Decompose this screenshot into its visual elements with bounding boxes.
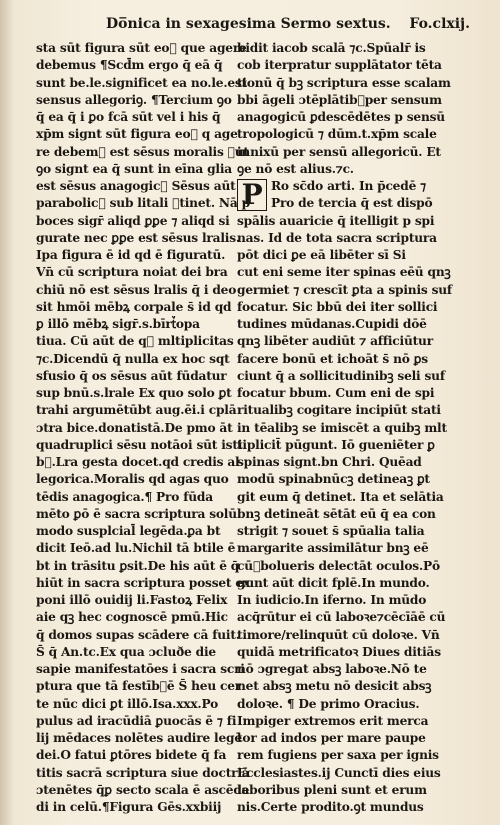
text-line: trahi argumētūbt aug.ēi.i cplā (36, 403, 237, 418)
text-line: net absꝫ metu nō desicit absꝫ (237, 679, 432, 694)
text-line: ptura que tā festīb᷒ē S̄ heu cer (36, 679, 242, 694)
text-line: germiet ⁊ crescīt ꝑta a spinis suf (237, 282, 452, 297)
text-line: aie qꝫ hec cognoscē pmū.Hic (36, 610, 228, 625)
text-line: margarite assimilātur bnꝫ eē (237, 541, 429, 556)
text-line: lij mēdaces nolētes audire legē (36, 731, 242, 745)
text-line: tēdis anagogica.¶ Pro fūda (36, 489, 213, 504)
text-line: cut eni seme iter spinas eēū qnꝫ (237, 265, 451, 280)
text-line: dei.O fatui ꝑtōres bidete q̄ fa (36, 748, 227, 763)
text-line: Ecclesiastes.ij Cunctī dies eius (237, 765, 441, 780)
text-line: poni illō ouidij li.Fastoꝝ Felix (36, 593, 228, 607)
text-line: bt in trāsitu ꝑsit.De his aūt ē q̄ (36, 558, 240, 573)
text-line: modo susplcial̄ legēda.ꝑa bt (36, 524, 221, 538)
text-line: doloꝛe. ¶ De primo Oracius. (237, 696, 420, 711)
text-line: sta sūt figura sūt eo᷑ que agere (36, 41, 247, 55)
right-text-column (237, 40, 459, 816)
text-line: rem fugiens per saxa per ignis (237, 748, 439, 763)
text-line: pōt dici ꝑe eā libēter sī Si (237, 248, 406, 262)
text-line: mēto ꝑō ē sacra scriptura solū (36, 506, 237, 521)
text-line: sit hmōi mēbꝝ corpale s̄ id qd (36, 299, 232, 314)
text-line: sup bnū.s.lrale Ex quo solo ꝑt (36, 386, 232, 400)
text-line: sunt be.le.significet ea no.le.est (36, 75, 248, 90)
text-line: te nūc dici ꝑt illō.Isa.xxx.Po (36, 696, 219, 711)
text-line: nas. Id de tota sacra scriptura (237, 230, 437, 245)
text-line: timore/relinquūt cū doloꝛe. Vn̄ (237, 627, 440, 642)
text-line: b᷒.Lra gesta docet.qd credis al (36, 455, 240, 469)
text-line: facere bonū et ichoāt s̄ nō ꝑs (237, 351, 428, 366)
left-text-column (36, 40, 254, 816)
text-line: tiplicit̄ pūgunt. Iō gueniēter ꝑ (237, 437, 435, 452)
text-line: hiūt in sacra scriptura posset ex (36, 575, 251, 590)
text-line: spālis auaricie q̄ itelligit p spi (237, 213, 435, 228)
text-line: focatur. Sic bbū dei iter sollici (237, 299, 438, 314)
text-line: acq̄rūtur ei cū laboꝛe⁊cēcīāē cū (237, 610, 446, 625)
text-line: q̄ domos supas scādere cā fuit. (36, 627, 240, 642)
text-line: xp̄m signt sūt figura eo᷑ q age (36, 127, 238, 142)
text-line: ɔtenētes q̄ꝑ secto scala ē ascēde (36, 782, 250, 797)
text-line: cob iterpratur supplātator tēta (237, 58, 442, 73)
text-line: parabolic᷒ sub litali ꝯtinet. Nā p (36, 196, 250, 211)
text-line: debemus ¶Scd̄m ergo q̄ eā q̄ (36, 58, 223, 73)
text-line: git eum q̄ detinet. Ita et selātia (237, 489, 444, 504)
text-line: bnꝫ detineāt sētāt eū q̄ ea con (237, 506, 436, 521)
text-line: nō ɔgregat absꝫ laboꝛe.Nō te (237, 662, 427, 676)
text-line: titis sacrā scriptura siue doctriā (36, 765, 250, 780)
text-line: pulus ad iracūdiā ꝑuocās ē ⁊ fi (36, 713, 237, 728)
text-line: ꝯe nō est alius.⁊c. (237, 161, 354, 176)
text-line: qnꝫ libēter audiūt ⁊ afficiūtur (237, 334, 433, 349)
text-line: est sēsus anagogic᷒ Sēsus aūt (36, 179, 236, 193)
text-line: gunt aūt dicit fplē.In mundo. (237, 575, 430, 590)
text-line: cū᷒bolueris delectāt oculos.Pō (237, 558, 440, 573)
text-line: tiua. Cū aūt de q᷒ mltiplicitas (36, 334, 234, 349)
text-line: dicit Ieō.ad lu.Nichil tā btile ē (36, 541, 236, 556)
text-line: Impiger extremos erit merca (237, 713, 429, 728)
text-line: ritualibꝫ cogitare incipiūt stati (237, 403, 441, 418)
text-line: S̄ q̄ An.tc.Ex qua ɔcluðe die (36, 644, 216, 659)
text-line: in tēalibꝫ se imiscēt a quibꝫ mlt (237, 420, 447, 435)
text-line: Vn̄ cū scriptura noiat dei bra (36, 265, 228, 280)
text-line: tudines mūdanas.Cupidi dōē (237, 317, 427, 331)
text-line: strigit ⁊ souet s̄ spūalia talia (237, 524, 425, 538)
text-line: tor ad indos per mare paupe (237, 731, 426, 745)
text-line: Ipa figura ē id qd ē figuratū. (36, 248, 226, 262)
text-line: tionū q̄ bꝫ scriptura esse scalam (237, 75, 451, 90)
page-gutter-shadow (0, 0, 14, 825)
text-line: anagogicū ꝑdescēdētes p sensū (237, 110, 445, 124)
text-line: di in celū.¶Figura Gēs.xxbiij (36, 800, 222, 814)
text-line: bbi āgeli ɔtēplātib᷒per sensum (237, 92, 442, 107)
text-line: quidā metrificatoꝛ Diues ditiās (237, 644, 441, 659)
text-line: ꝯo signt ea q̄ sunt in eīna glia (36, 161, 232, 176)
text-line: Ro sc̄do arti. In p̄cedē ⁊ (271, 179, 427, 193)
folio-number: Fo.clxij. (409, 16, 470, 32)
text-line: spinas signt.bn Chri. Quēad (237, 455, 422, 469)
text-line: boces sigr̄ aliqd ꝑꝑe ⁊ aliqd si (36, 213, 230, 228)
text-line: nis.Certe prodito.ꝯt mundus (237, 800, 424, 814)
text-line: laboribus pleni sunt et erum (237, 782, 427, 797)
text-line: Pro de tercia q̄ est dispō (271, 196, 433, 211)
text-line: tropologicū ⁊ dūm.t.xp̄m scale (237, 127, 437, 142)
text-line: ciunt q̄ a sollicitudinibꝫ seli suf (237, 368, 445, 383)
page-header (40, 14, 480, 36)
text-line: chiū nō est sēsus lralis q̄ i deo (36, 282, 237, 297)
text-line: sfusio q̄ os sēsus aūt fūdatur (36, 368, 227, 383)
text-line: ꝑ illō mēbꝝ sigr̄.s.bīrt᷒opa (36, 317, 200, 331)
text-line: sapie manifestatōes i sacra scri (36, 662, 245, 676)
running-title: Do̅nica in sexagesima Sermo sextus. (106, 16, 391, 32)
text-line: focatur bbum. Cum eni de spi (237, 386, 435, 400)
text-line: In iudicio.In iferno. In mūdo (237, 593, 427, 607)
text-line: legorica.Moralis qd agas quo (36, 472, 229, 487)
text-line: modū spinabnūcꝫ detineaꝫ ꝑt (237, 472, 430, 487)
text-line: quadruplici sēsu notāoi sūt isti (36, 437, 243, 452)
drop-capital: P (237, 179, 267, 211)
text-line: gurate nec ꝑꝑe est sēsus lralis. (36, 230, 240, 245)
text-line: sensus allegoriꝯ. ¶Tercium ꝯo (36, 92, 232, 107)
text-line: ⁊c.Dicendū q̄ nulla ex hoc sqt (36, 351, 230, 366)
text-line: q̄ ea q̄ i ꝑo fcā sūt vel i his q̄ (36, 110, 221, 124)
text-line: bidit iacob scalā ⁊c.Spūalr̄ is (237, 41, 426, 55)
text-line: innixū per sensū allegoricū. Et (237, 144, 441, 159)
text-line: ɔtra bice.donatistā.De pmo āt (36, 420, 233, 435)
text-line: re debem᷒ est sēsus moralis ꝑut (36, 144, 249, 159)
